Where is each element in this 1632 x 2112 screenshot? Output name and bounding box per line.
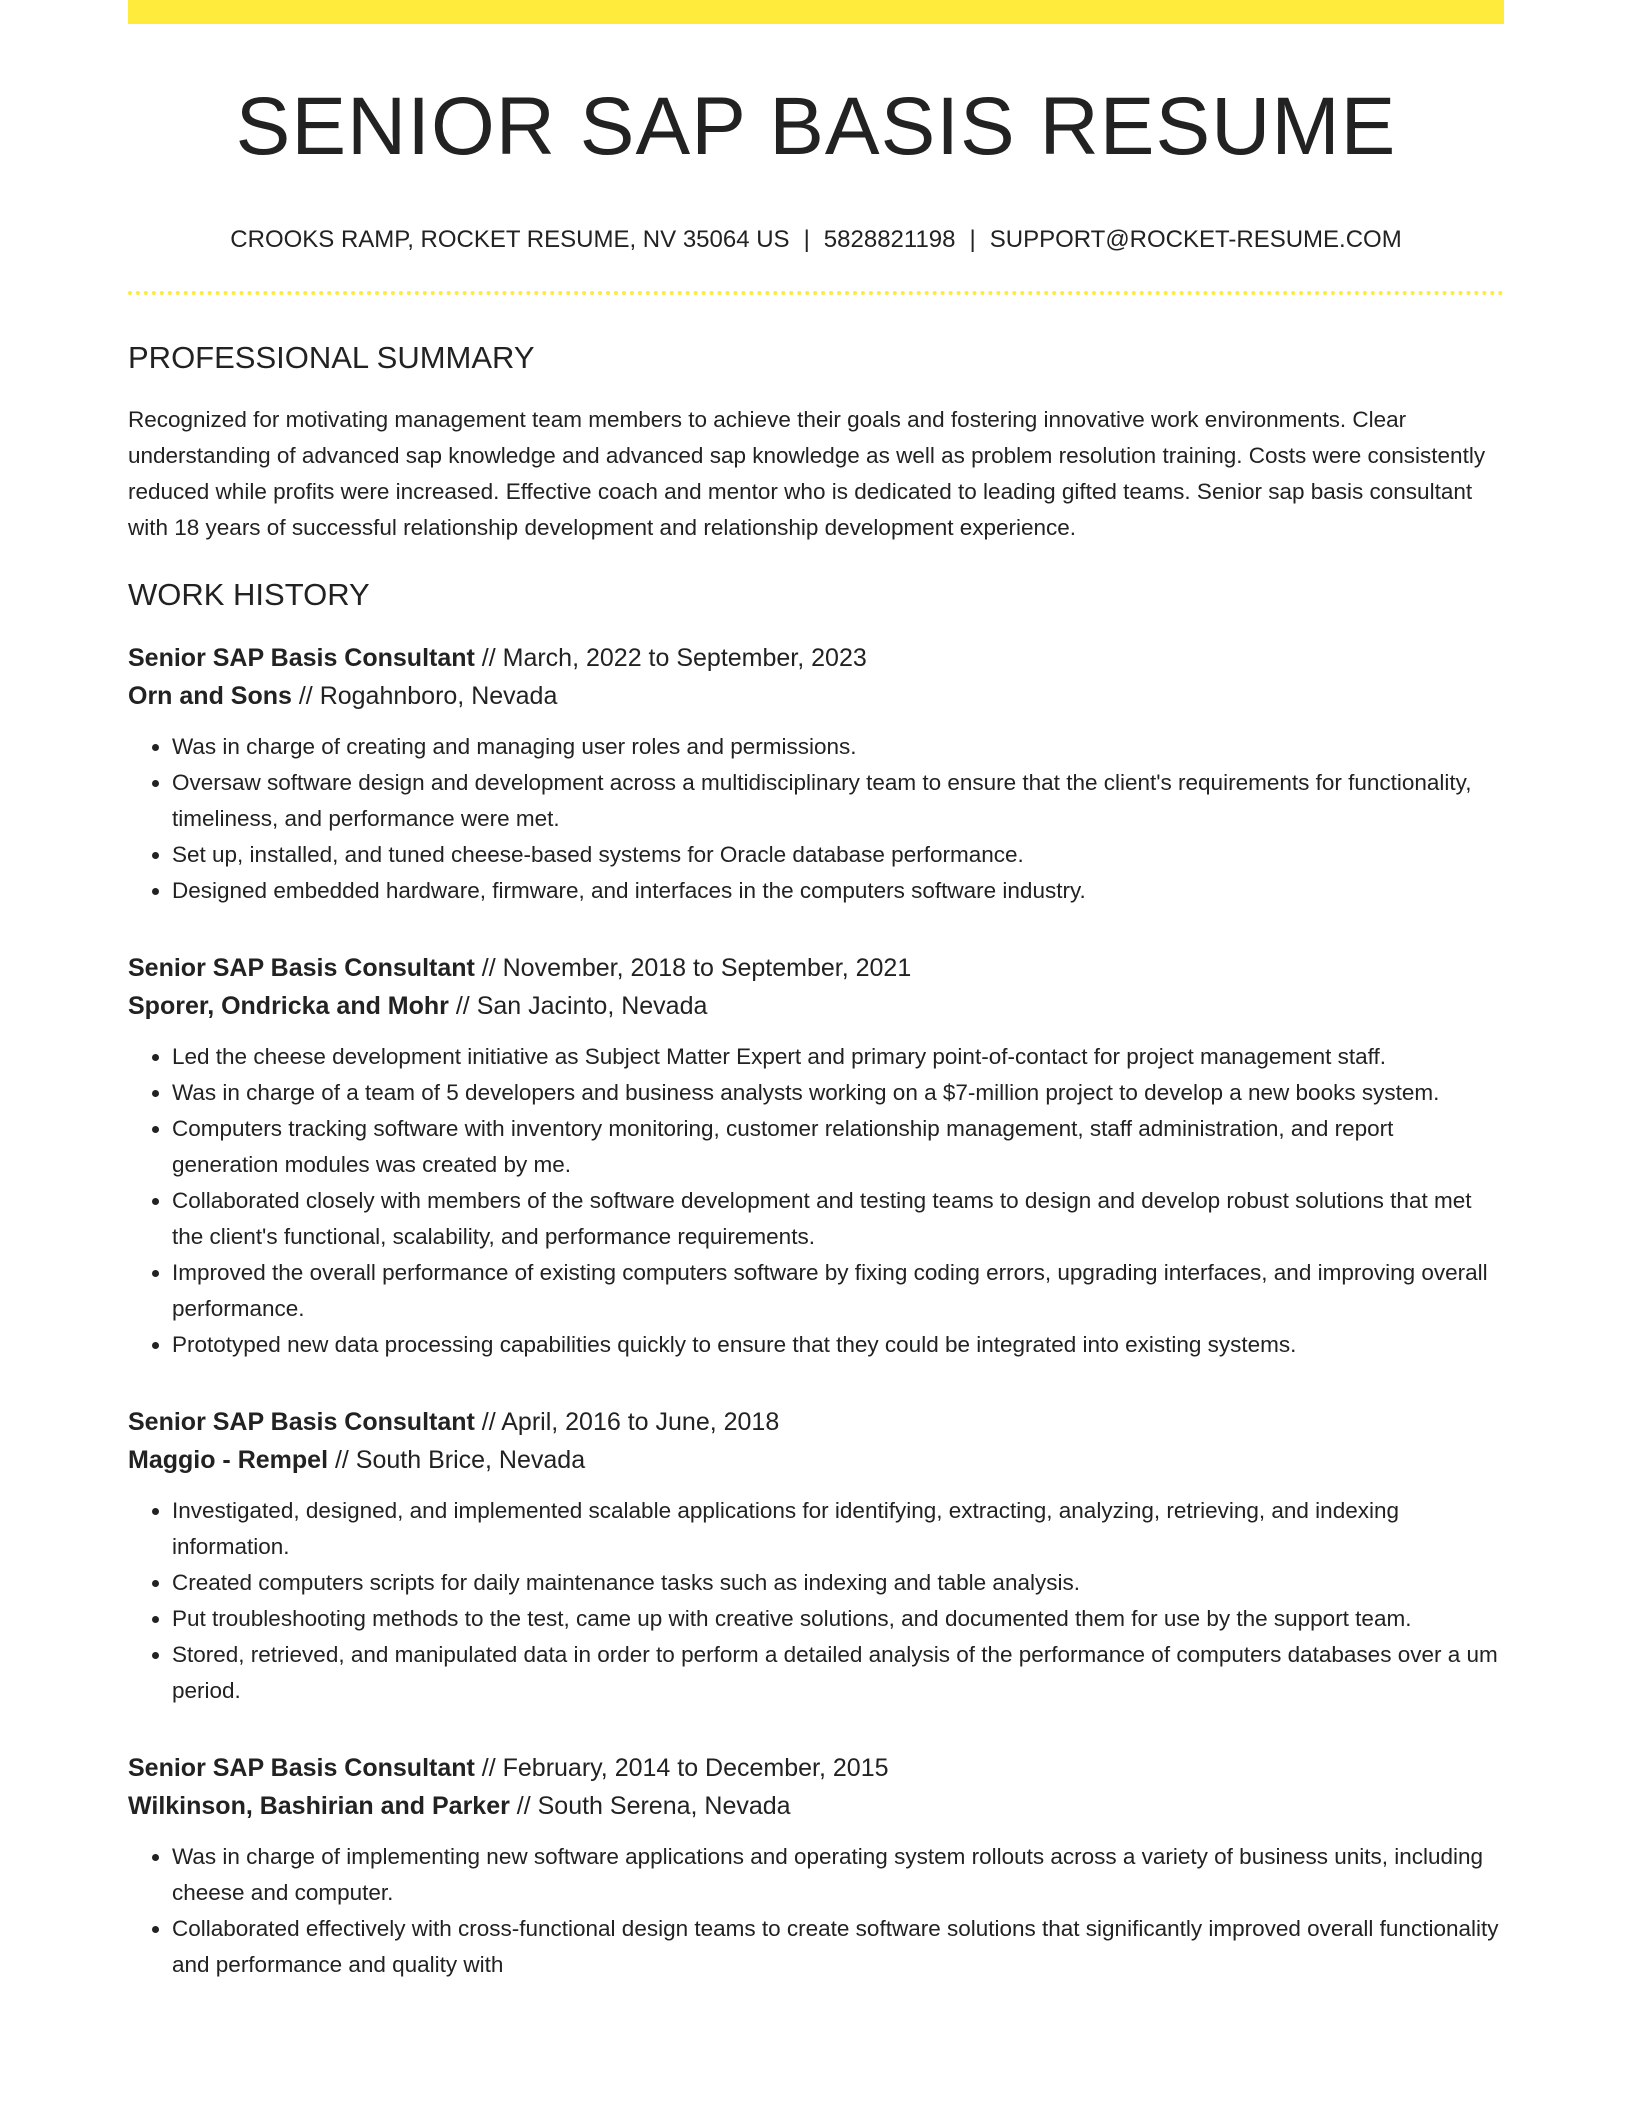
job-title-line (128, 949, 1504, 987)
job-dates: // February, 2014 to December, 2015 (474, 1754, 889, 1783)
job-bullet: • Created computers scripts for daily maintenance tasks such as indexing and table analysis. (172, 1565, 1504, 1601)
job-bullet: • Set up, installed, and tuned cheese-based systems for Oracle database performance. (172, 837, 1504, 873)
job-bullet-list (128, 729, 1504, 909)
job-title-line (128, 1403, 1504, 1441)
job-bullet: • Was in charge of creating and managing user roles and permissions. (172, 729, 1504, 765)
job-company: Maggio - Rempel (128, 1446, 329, 1475)
job-bullet: • Led the cheese development initiative as Subject Matter Expert and primary point-of-contact for project management staff. (172, 1039, 1504, 1075)
contact-email: SUPPORT@ROCKET-RESUME.COM (989, 226, 1402, 254)
job-company: Sporer, Ondricka and Mohr (128, 992, 449, 1021)
job-company-line (128, 1441, 1504, 1479)
job-bullet: • Investigated, designed, and implemented scalable applications for identifying, extracting, analyzing, retrieving, and indexing information. (172, 1493, 1504, 1565)
contact-line (128, 226, 1504, 255)
job-dates: // March, 2022 to September, 2023 (474, 644, 867, 673)
summary-heading: PROFESSIONAL SUMMARY (128, 339, 535, 375)
contact-separator: | (803, 226, 810, 254)
job-bullet: • Put troubleshooting methods to the test, came up with creative solutions, and documented them for use by the support team. (172, 1601, 1504, 1637)
job-company: Orn and Sons (128, 682, 292, 711)
accent-top-bar (128, 0, 1504, 24)
job-bullet: • Was in charge of a team of 5 developers and business analysts working on a $7-million project to develop a new books system. (172, 1075, 1504, 1111)
job-dates: // November, 2018 to September, 2021 (474, 954, 912, 983)
job-entry (128, 949, 1504, 1363)
job-company-line (128, 1787, 1504, 1825)
job-bullet-list (128, 1039, 1504, 1363)
resume-page (128, 0, 1504, 1983)
job-entry (128, 1749, 1504, 1983)
job-bullet-list (128, 1839, 1504, 1983)
job-title: Senior SAP Basis Consultant (128, 1754, 475, 1783)
job-location: // Rogahnboro, Nevada (291, 682, 558, 711)
job-company-line (128, 677, 1504, 715)
job-bullet: • Oversaw software design and development across a multidisciplinary team to ensure that the client's requirements for functionality, timeliness, and performance were met. (172, 765, 1504, 837)
summary-text: Recognized for motivating management team members to achieve their goals and fostering innovative work environments. Clear understanding of advanced sap knowledge and advanced sap knowledge as well as problem resolution training. Costs were consistently reduced while profits were increased. Effective coach and mentor who is dedicated to leading gifted teams. Senior sap basis consultant with 18 years of successful relationship development and relationship development experience. (128, 407, 1486, 541)
job-location: // South Serena, Nevada (509, 1792, 791, 1821)
job-bullet: • Prototyped new data processing capabilities quickly to ensure that they could be integrated into existing systems. (172, 1327, 1504, 1363)
job-entry (128, 639, 1504, 909)
job-dates: // April, 2016 to June, 2018 (474, 1408, 780, 1437)
job-entry (128, 1403, 1504, 1709)
job-title: Senior SAP Basis Consultant (128, 954, 475, 983)
job-company: Wilkinson, Bashirian and Parker (128, 1792, 510, 1821)
contact-address: CROOKS RAMP, ROCKET RESUME, NV 35064 US (230, 226, 790, 254)
job-company-line (128, 987, 1504, 1025)
job-bullet: • Was in charge of implementing new software applications and operating system rollouts across a variety of business units, including cheese and computer. (172, 1839, 1504, 1911)
contact-phone: 5828821198 (823, 226, 956, 254)
contact-separator: | (969, 226, 976, 254)
job-bullet: • Stored, retrieved, and manipulated data in order to perform a detailed analysis of the performance of computers databases over a um period. (172, 1637, 1504, 1709)
job-title-line (128, 1749, 1504, 1787)
job-location: // San Jacinto, Nevada (448, 992, 708, 1021)
job-title: Senior SAP Basis Consultant (128, 1408, 475, 1437)
job-title-line (128, 639, 1504, 677)
job-bullet: • Improved the overall performance of existing computers software by fixing coding errors, upgrading interfaces, and improving overall performance. (172, 1255, 1504, 1327)
resume-title: SENIOR SAP BASIS RESUME (235, 81, 1397, 172)
job-bullet: • Collaborated closely with members of the software development and testing teams to design and develop robust solutions that met the client's functional, scalability, and performance requirements. (172, 1183, 1504, 1255)
work-history-heading: WORK HISTORY (128, 577, 370, 613)
job-bullet: • Computers tracking software with inventory monitoring, customer relationship management, staff administration, and report generation modules was created by me. (172, 1111, 1504, 1183)
job-title: Senior SAP Basis Consultant (128, 644, 475, 673)
job-bullet: • Designed embedded hardware, firmware, and interfaces in the computers software industry. (172, 873, 1504, 909)
job-bullet-list (128, 1493, 1504, 1709)
job-location: // South Brice, Nevada (328, 1446, 586, 1475)
dotted-divider (128, 291, 1504, 295)
job-bullet: • Collaborated effectively with cross-functional design teams to create software solutions that significantly improved overall functionality and performance and quality with (172, 1911, 1504, 1983)
